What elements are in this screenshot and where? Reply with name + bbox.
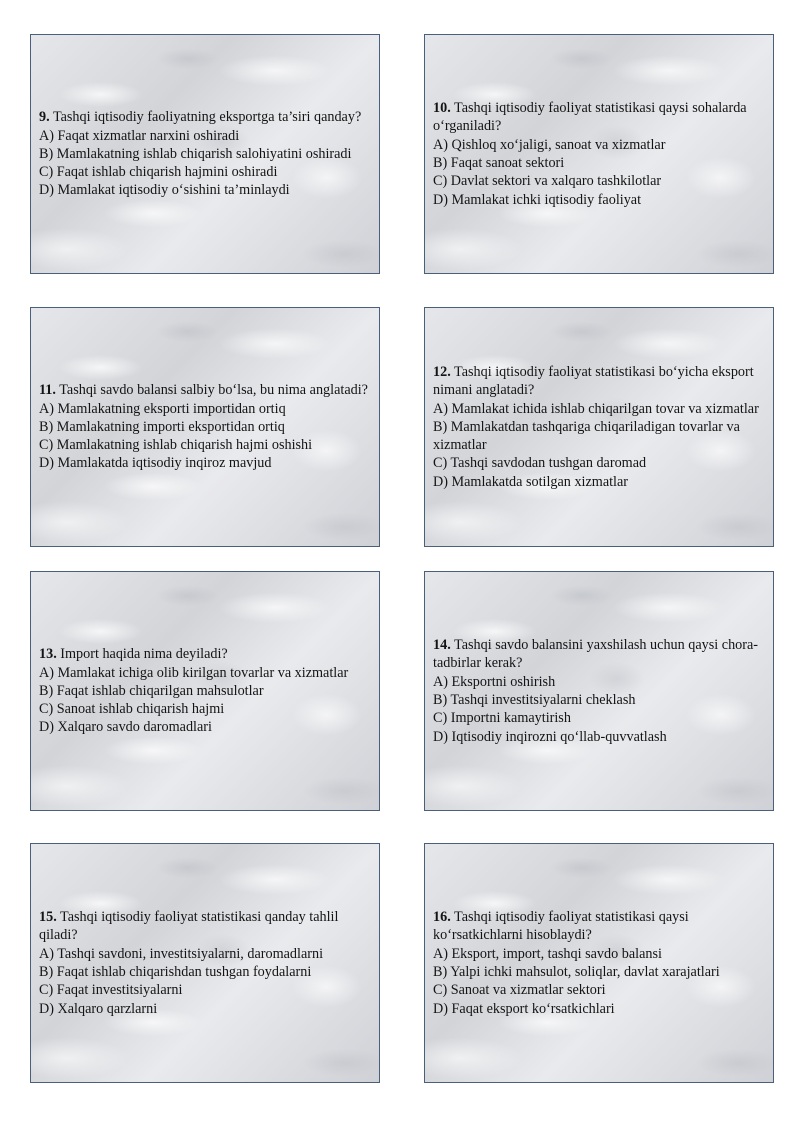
option-b: B) Tashqi investitsiyalarni cheklash	[433, 692, 636, 708]
question-card-10	[424, 34, 774, 274]
option-c: C) Davlat sektori va xalqaro tashkilotlar	[433, 173, 662, 190]
question-text: 14. Tashqi savdo balansini yaxshilash uchun qaysi chora-tadbirlar kerak?	[433, 637, 759, 672]
question-number: 9.	[39, 109, 50, 126]
option-a: A) Eksportni oshirish	[433, 673, 556, 690]
option-d: D) Mamlakat ichki iqtisodiy faoliyat	[433, 191, 642, 208]
option-c: C) Faqat ishlab chiqarish hajmini oshiradi	[39, 164, 278, 181]
option-d: D) Xalqaro qarzlarni	[39, 1000, 158, 1017]
option-a: A) Qishloq xo‘jaligi, sanoat va xizmatlar	[433, 136, 666, 153]
question-number: 10.	[433, 100, 451, 117]
question-card-13	[30, 571, 380, 811]
option-a: A) Mamlakatning eksporti importidan ortiq	[39, 400, 286, 417]
option-c: C) Importni kamaytirish	[433, 710, 571, 727]
option-b: B) Yalpi ichki mahsulot, soliqlar, davlat xarajatlari	[433, 964, 720, 980]
option-d: D) Xalqaro savdo daromadlari	[39, 719, 212, 736]
question-number: 15.	[39, 909, 57, 926]
option-d: D) Mamlakatda iqtisodiy inqiroz mavjud	[39, 455, 272, 472]
question-card-12	[424, 307, 774, 547]
option-c: C) Tashqi savdodan tushgan daromad	[433, 455, 647, 472]
option-b: B) Faqat ishlab chiqarilgan mahsulotlar	[39, 682, 264, 699]
question-card-16	[424, 843, 774, 1083]
option-a: A) Tashqi savdoni, investitsiyalarni, daromadlarni	[39, 945, 324, 962]
question-text: 9. Tashqi iqtisodiy faoliyatning eksportga ta’siri qanday?	[39, 109, 362, 126]
option-d: D) Faqat eksport ko‘rsatkichlari	[433, 1000, 615, 1017]
option-a: A) Mamlakat ichiga olib kirilgan tovarlar va xizmatlar	[39, 664, 349, 681]
question-text: 16. Tashqi iqtisodiy faoliyat statistikasi qaysi ko‘rsatkichlarni hisoblaydi?	[433, 909, 689, 944]
option-c: C) Sanoat va xizmatlar sektori	[433, 982, 606, 999]
option-a: A) Faqat xizmatlar narxini oshiradi	[39, 127, 240, 144]
question-text: 15. Tashqi iqtisodiy faoliyat statistikasi qanday tahlil qiladi?	[39, 909, 339, 944]
option-d: D) Mamlakatda sotilgan xizmatlar	[433, 473, 629, 490]
question-card-15	[30, 843, 380, 1083]
option-d: D) Mamlakat iqtisodiy o‘sishini ta’minlaydi	[39, 182, 290, 199]
question-text: 11. Tashqi savdo balansi salbiy bo‘lsa, bu nima anglatadi?	[39, 382, 368, 399]
question-number: 13.	[39, 646, 57, 663]
question-number: 16.	[433, 909, 451, 926]
question-card-11	[30, 307, 380, 547]
option-d: D) Iqtisodiy inqirozni qo‘llab-quvvatlash	[433, 728, 667, 745]
question-text: 13. Import haqida nima deyiladi?	[39, 646, 228, 663]
question-text: 10. Tashqi iqtisodiy faoliyat statistikasi qaysi sohalarda o‘rganiladi?	[433, 100, 747, 135]
question-text: 12. Tashqi iqtisodiy faoliyat statistikasi bo‘yicha eksport nimani anglatadi?	[433, 363, 754, 399]
option-c: C) Mamlakatning ishlab chiqarish hajmi oshishi	[39, 437, 313, 454]
question-card-14	[424, 571, 774, 811]
option-b: B) Mamlakatning ishlab chiqarish salohiyatini oshiradi	[39, 145, 352, 162]
option-b: B) Mamlakatdan tashqariga chiqariladigan tovarlar va xizmatlar	[433, 418, 740, 454]
question-number: 14.	[433, 637, 451, 654]
question-number: 11.	[39, 382, 56, 399]
option-c: C) Faqat investitsiyalarni	[39, 982, 183, 999]
option-b: B) Mamlakatning importi eksportidan ortiq	[39, 418, 285, 435]
option-a: A) Mamlakat ichida ishlab chiqarilgan tovar va xizmatlar	[433, 400, 759, 417]
option-c: C) Sanoat ishlab chiqarish hajmi	[39, 701, 225, 718]
option-a: A) Eksport, import, tashqi savdo balansi	[433, 945, 662, 962]
question-card-9	[30, 34, 380, 274]
option-b: B) Faqat ishlab chiqarishdan tushgan foydalarni	[39, 964, 312, 980]
option-b: B) Faqat sanoat sektori	[433, 155, 565, 171]
question-number: 12.	[433, 363, 451, 380]
